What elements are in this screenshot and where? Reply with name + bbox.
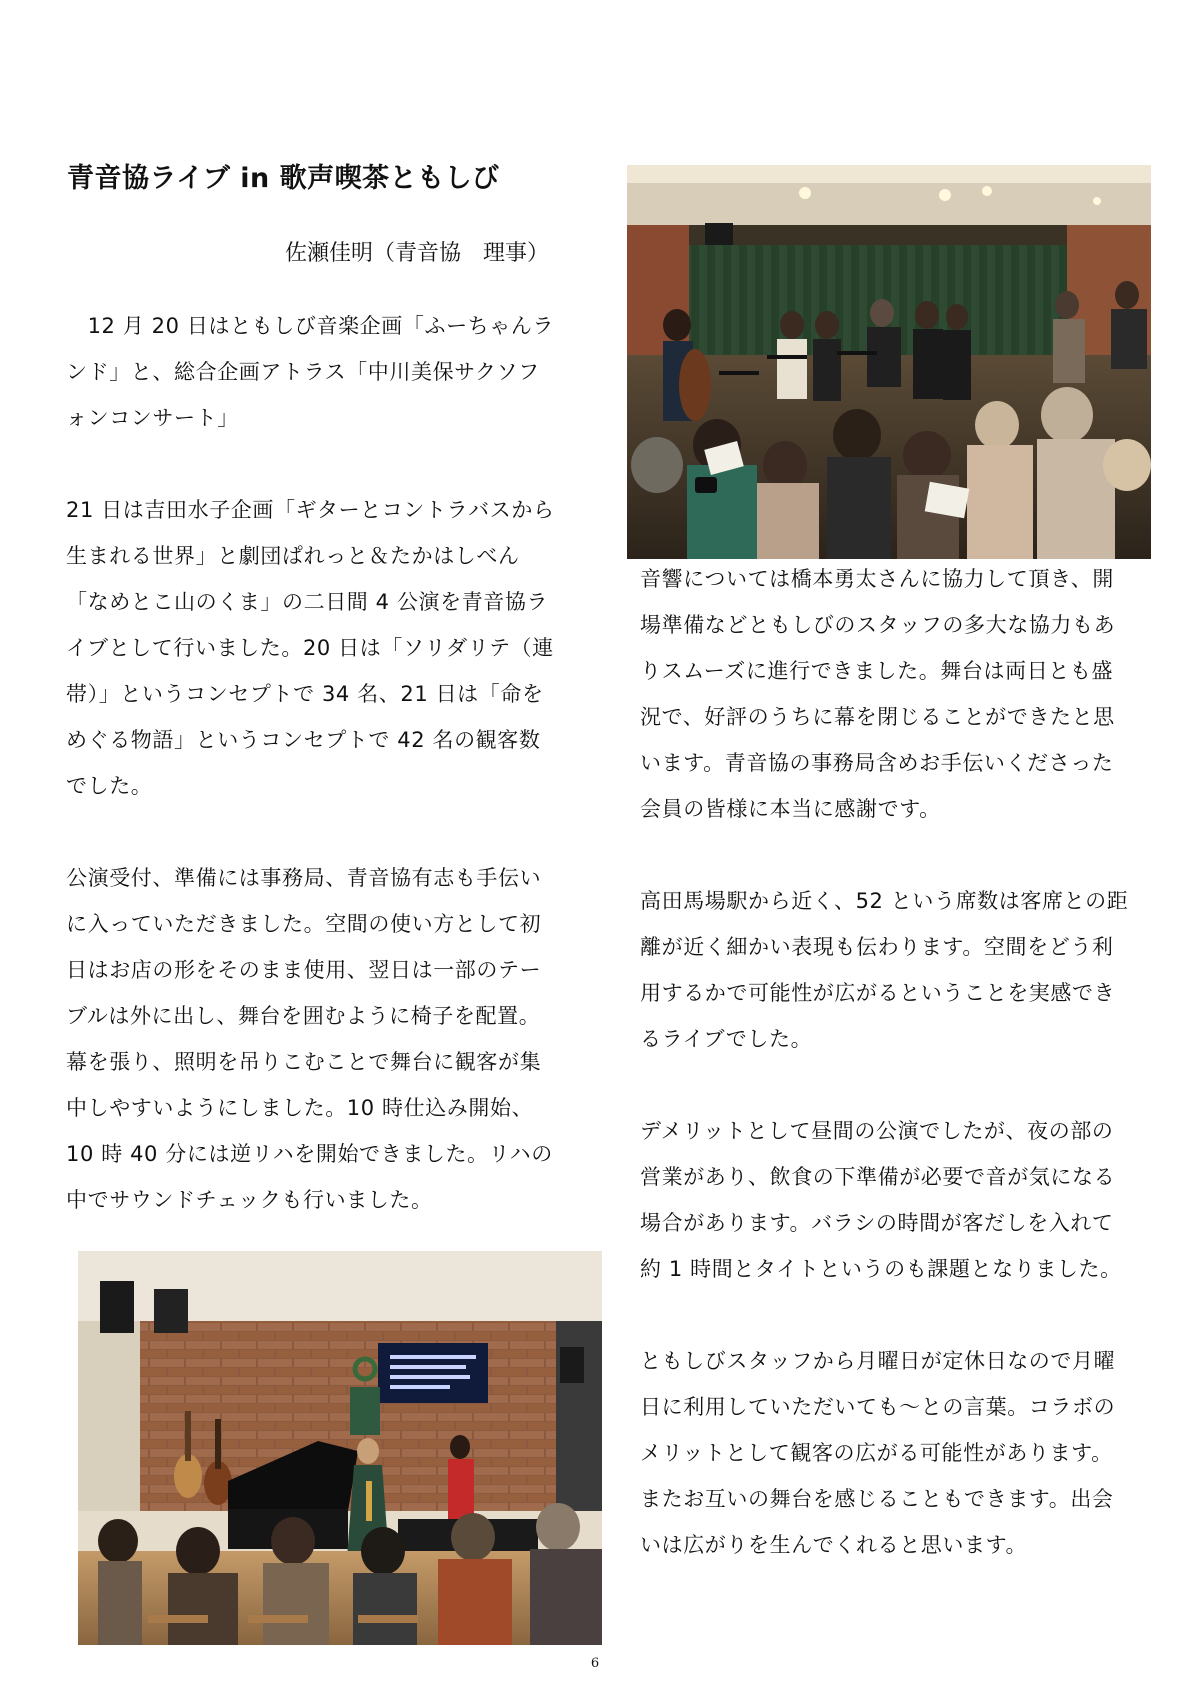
paragraph: 高田馬場駅から近く、52 という席数は客席との距 離が近く細かい表現も伝わります。空間をどう利 用するかで可能性が広がるということを実感でき るライブでした。 — [640, 889, 1129, 1051]
band-performance-photo — [627, 165, 1151, 559]
paragraph: 音響については橋本勇太さんに協力して頂き、開 場準備などともしびのスタッフの多大な協力もあ りスムーズに進行できました。舞台は両日とも盛 況で、好評のうちに幕を閉じることができたと思 います。青音協の事務局含めお手伝いくださった 会員の皆様に本当に感謝です。 — [640, 567, 1116, 821]
page-number: 6 — [590, 1656, 600, 1671]
right-column — [640, 556, 1160, 1568]
paragraph: デメリットとして昼間の公演でしたが、夜の部の 営業があり、飲食の下準備が必要で音が気になる 場合があります。バラシの時間が客だしを入れて 約 1 時間とタイトというのも課題となりました。 — [640, 1119, 1122, 1281]
paragraph: 公演受付、準備には事務局、青音協有志も手伝い に入っていただきました。空間の使い方として初 日はお店の形をそのまま使用、翌日は一部のテー ブルは外に出し、舞台を囲むように椅子を配置。 幕を張り、照明を吊りこむことで舞台に観客が集 中しやすいようにしました。10 時仕込み開始、 10 時 40 分には逆リハを開始できました。リハの 中でサウンドチェックも行いました。 — [66, 866, 553, 1212]
paragraph: 21 日は吉田水子企画「ギターとコントラバスから 生まれる世界」と劇団ぱれっと＆たかはしべん 「なめとこ山のくま」の二日間 4 公演を青音協ラ イブとして行いました。20 日は「ソリダリテ（連 帯）」というコンセプトで 34 名、21 日は「命を めぐる物語」というコンセプトで 42 名の観客数 でした。 — [66, 498, 555, 798]
saxophone-concert-photo — [78, 1251, 602, 1645]
article-title: 青音協ライブ in 歌声喫茶ともしび — [67, 163, 500, 194]
paragraph: ともしびスタッフから月曜日が定休日なので月曜 日に利用していただいても～との言葉。コラボの メリットとして観客の広がる可能性があります。 またお互いの舞台を感じることもできます。出会 いは広がりを生んでくれると思います。 — [640, 1349, 1116, 1557]
article-author: 佐瀬佳明（青音協 理事） — [285, 241, 550, 266]
paragraph: 12 月 20 日はともしび音楽企画「ふーちゃんラ ンド」と、総合企画アトラス「中川美保サクソフ ォンコンサート」 — [66, 314, 555, 430]
left-column — [66, 303, 606, 1223]
